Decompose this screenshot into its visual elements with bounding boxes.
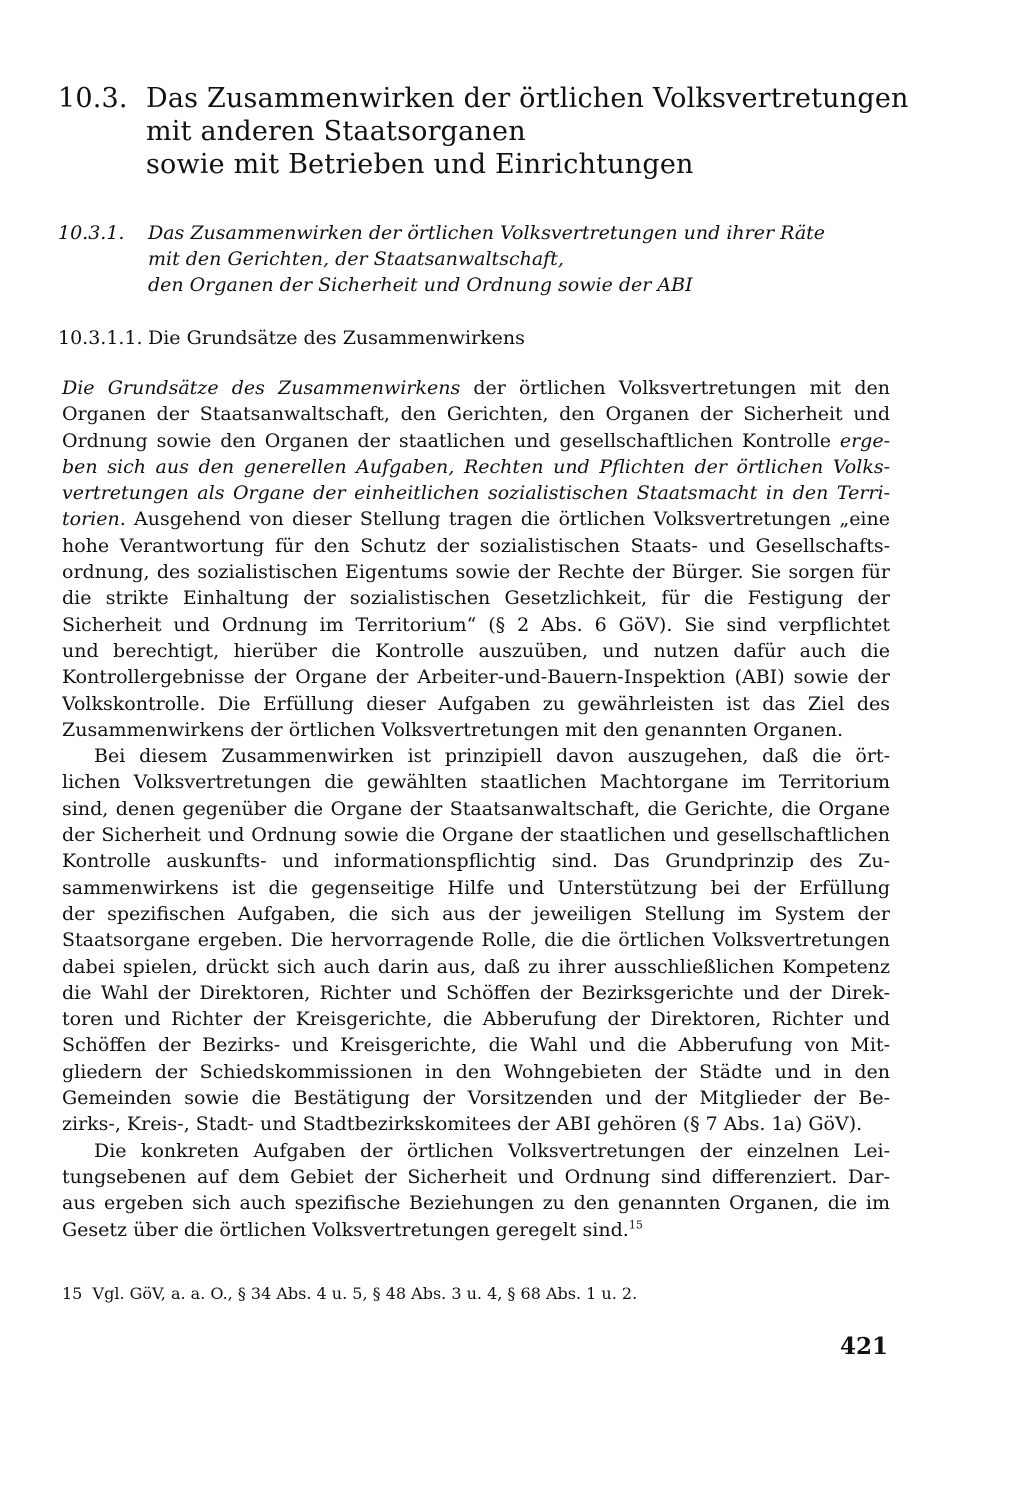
footnote-reference: 15 <box>628 1218 643 1232</box>
chapter-title <box>146 82 909 181</box>
italic-phrase: torien. <box>62 508 126 531</box>
text-line: vertretungen als Organe der einheitlichen sozialistischen Staatsmacht in den Terri- <box>62 482 890 505</box>
text-line: aus ergeben sich auch spezifische Beziehungen zu den genannten Organen, die im <box>62 1192 890 1215</box>
text-line: Zusammenwirkens der örtlichen Volksvertretungen mit den genannten Organen. <box>62 718 844 741</box>
text-line: lichen Volksvertretungen die gewählten staatlichen Machtorgane im Territorium <box>62 771 890 794</box>
footnote <box>62 1283 890 1305</box>
text-line <box>62 428 890 454</box>
section-title-line: den Organen der Sicherheit und Ordnung sowie der ABI <box>148 274 693 296</box>
chapter-number: 10.3. <box>58 83 128 114</box>
text-line: dabei spielen, drückt sich auch darin aus, daß zu ihrer ausschließlichen Kompetenz <box>62 955 890 978</box>
text-line: tungsebenen auf dem Gebiet der Sicherheit und Ordnung sind differenziert. Dar- <box>62 1165 890 1188</box>
text-line: die strikte Einhaltung der sozialistischen Gesetzlichkeit, für die Festigung der <box>62 587 890 610</box>
text-line: sind, denen gegenüber die Organe der Staatsanwaltschaft, die Gerichte, die Organe <box>62 797 890 820</box>
paragraph-1 <box>62 375 890 743</box>
text-line <box>62 506 890 532</box>
subsection-title: Die Grundsätze des Zusammenwirkens <box>148 327 525 349</box>
chapter-title-line: Das Zusammenwirken der örtlichen Volksvertretungen <box>146 83 909 114</box>
section-number: 10.3.1. <box>58 222 125 244</box>
text-line: Volkskontrolle. Die Erfüllung dieser Aufgaben zu gewährleisten ist das Ziel des <box>62 692 890 715</box>
section-title-line: mit den Gerichten, der Staatsanwaltschaft, <box>148 248 564 270</box>
text-line: hohe Verantwortung für den Schutz der sozialistischen Staats- und Gesellschafts- <box>62 534 890 557</box>
text-line: der spezifischen Aufgaben, die sich aus der jeweiligen Stellung im System der <box>62 902 890 925</box>
text-line: zirks-, Kreis-, Stadt- und Stadtbezirkskomitees der ABI gehören (§ 7 Abs. 1a) GöV). <box>62 1113 863 1136</box>
paragraph-3 <box>62 1138 890 1243</box>
text-line: der Sicherheit und Ordnung sowie die Organe der staatlichen und gesellschaftlichen <box>62 824 890 847</box>
text-line: ben sich aus den generellen Aufgaben, Rechten und Pflichten der örtlichen Volks- <box>62 455 890 478</box>
text-line: gliedern der Schiedskommissionen in den Wohngebieten der Städte und in den <box>62 1060 890 1083</box>
text-line: Schöffen der Bezirks- und Kreisgerichte, die Wahl und die Abberufung von Mit- <box>62 1034 890 1057</box>
paragraph-2 <box>62 743 890 1137</box>
text-line: Bei diesem Zusammenwirken ist prinzipiell davon auszugehen, daß die ört- <box>94 745 890 768</box>
text-line: Gemeinden sowie die Bestätigung der Vorsitzenden und der Mitglieder der Be- <box>62 1087 890 1110</box>
text-run: der örtlichen Volksvertretungen mit den <box>460 377 890 399</box>
body-text <box>62 375 890 1243</box>
text-run: Ausgehend von dieser Stellung tragen die örtlichen Volksvertretungen „eine <box>125 508 890 531</box>
text-line: ordnung, des sozialistischen Eigentums sowie der Rechte der Bürger. Sie sorgen für <box>62 561 890 584</box>
section-title-line: Das Zusammenwirken der örtlichen Volksvertretungen und ihrer Räte <box>148 222 826 244</box>
text-line: Staatsorgane ergeben. Die hervorragende Rolle, die die örtlichen Volksvertretungen <box>62 929 890 952</box>
italic-phrase: erge- <box>839 429 890 452</box>
chapter-title-line: mit anderen Staatsorganen <box>146 116 526 147</box>
text-line: Kontrolle auskunfts- und informationspflichtig sind. Das Grundprinzip des Zu- <box>62 850 890 873</box>
text-line: Die konkreten Aufgaben der örtlichen Volksvertretungen der einzelnen Lei- <box>94 1139 890 1162</box>
section-title <box>148 220 908 298</box>
text-line: toren und Richter der Kreisgerichte, die Abberufung der Direktoren, Richter und <box>62 1008 890 1031</box>
text-line: sammenwirkens ist die gegenseitige Hilfe und Unterstützung bei der Erfüllung <box>62 876 890 899</box>
footnote-number: 15 <box>62 1284 83 1303</box>
page-number: 421 <box>840 1333 889 1360</box>
text-line: Organen der Staatsanwaltschaft, den Gerichten, den Organen der Sicherheit und <box>62 403 890 426</box>
text-line <box>62 375 890 401</box>
subsection-number: 10.3.1.1. <box>58 327 143 349</box>
text-line: Sicherheit und Ordnung im Territorium“ (§ 2 Abs. 6 GöV). Sie sind verpflichtet <box>62 613 890 636</box>
text-run: Ordnung sowie den Organen der staatlichen und gesellschaftlichen Kontrolle <box>62 429 840 452</box>
text-line: und berechtigt, hierüber die Kontrolle auszuüben, und nutzen dafür auch die <box>62 639 890 662</box>
text-line: die Wahl der Direktoren, Richter und Schöffen der Bezirksgerichte und der Direk- <box>62 981 890 1004</box>
text-line <box>62 1217 890 1243</box>
footnote-text: Vgl. GöV, a. a. O., § 34 Abs. 4 u. 5, § 48 Abs. 3 u. 4, § 68 Abs. 1 u. 2. <box>92 1284 638 1303</box>
text-run: Gesetz über die örtlichen Volksvertretungen geregelt sind. <box>62 1218 629 1241</box>
text-line: Kontrollergebnisse der Organe der Arbeiter-und-Bauern-Inspektion (ABI) sowie der <box>62 666 890 689</box>
chapter-title-line: sowie mit Betrieben und Einrichtungen <box>146 149 694 180</box>
italic-phrase: Die Grundsätze des Zusammenwirkens <box>62 377 461 399</box>
